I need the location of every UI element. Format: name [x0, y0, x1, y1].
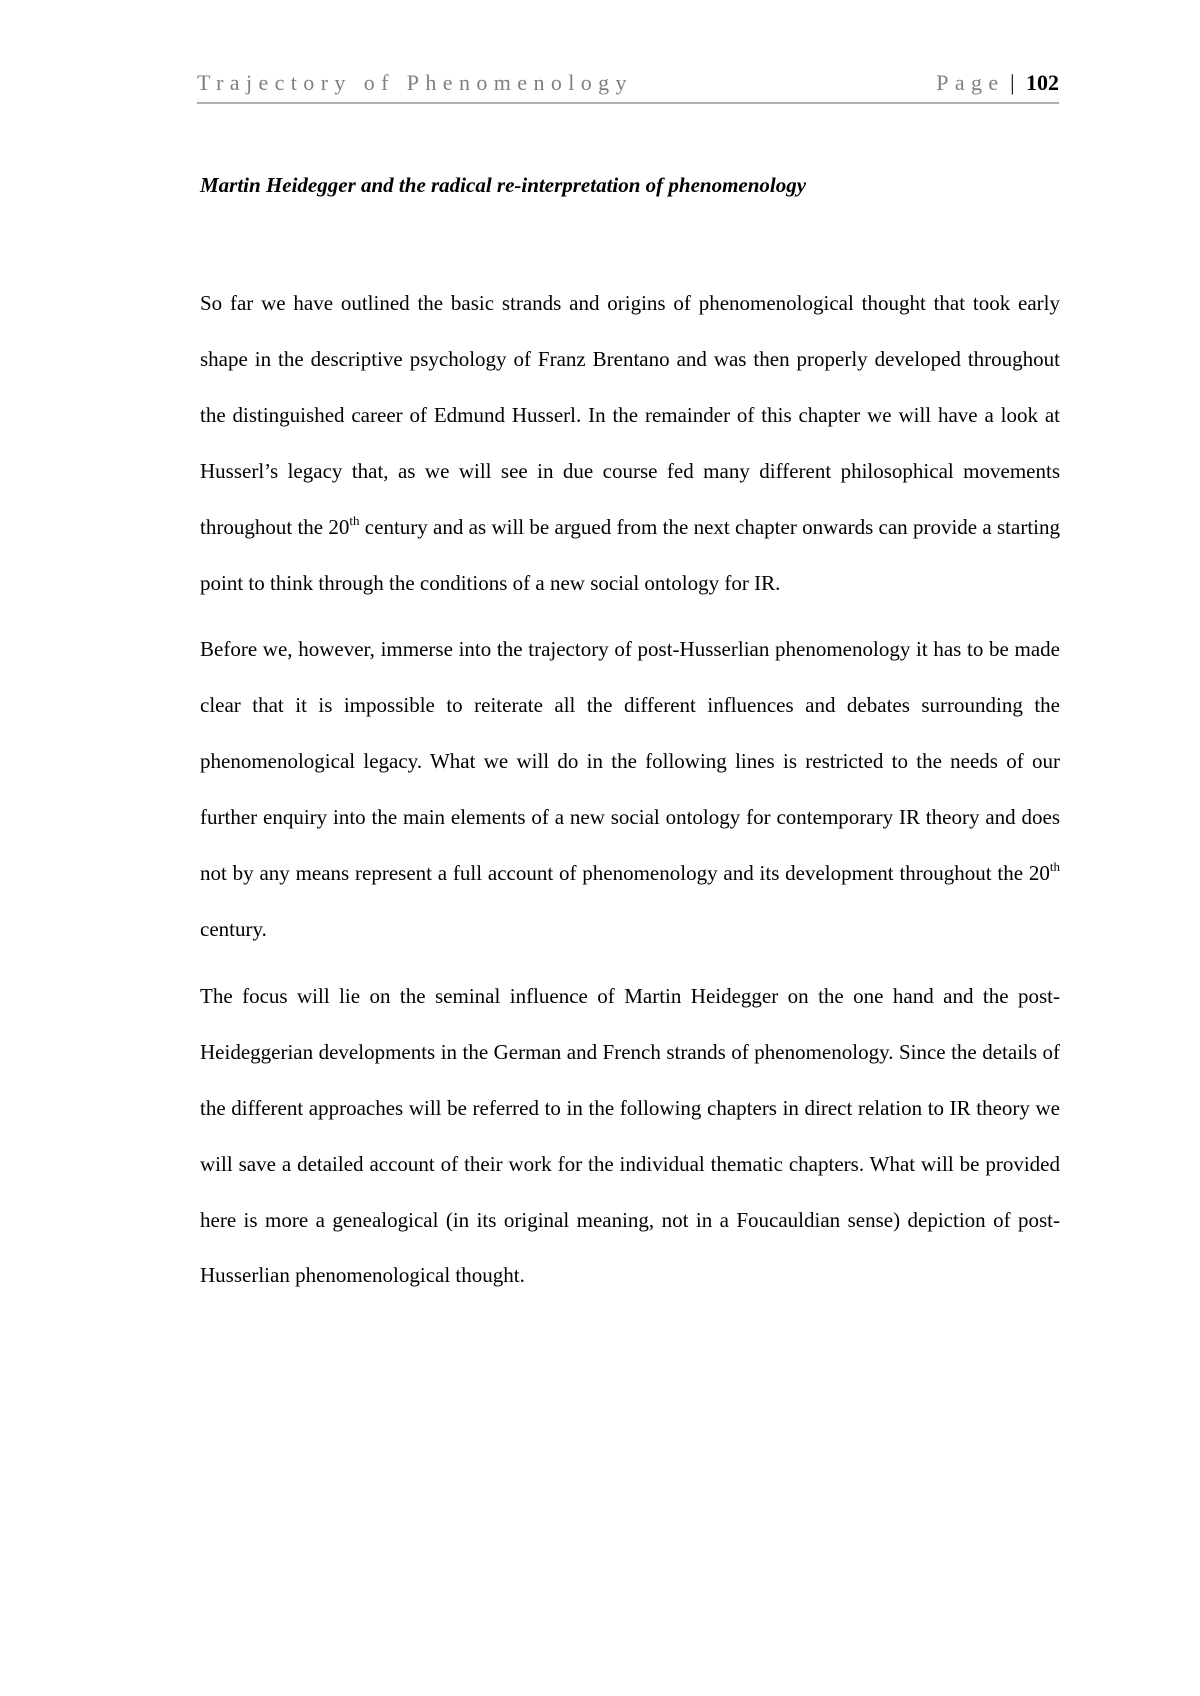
paragraph	[200, 276, 1060, 611]
running-header	[197, 70, 1059, 104]
paragraph-text: The focus will lie on the seminal influence of Martin Heidegger on the one hand and the post-Heideggerian developments in the German and French strands of phenomenology. Since the details of the different approaches will be referred to in the following chapters in direct relation to IR theory we will save a detailed account of their work for the individual thematic chapters. What will be provided here is more a genealogical (in its original meaning, not in a Foucauldian sense) depiction of post-Husserlian phenomenological thought.	[200, 983, 1060, 1288]
paragraph-text: So far we have outlined the basic strands and origins of phenomenological thought that took early shape in the descriptive psychology of Franz Brentano and was then properly developed throughout the distinguished career of Edmund Husserl. In the remainder of this chapter we will have a look at Husserl’s legacy that, as we will see in due course fed many different philosophical movements throughout the 20	[200, 291, 1060, 539]
page-label: Page	[936, 70, 1005, 95]
page-indicator	[936, 70, 1059, 96]
paragraph	[200, 969, 1060, 1304]
paragraph	[200, 622, 1060, 957]
running-title: Trajectory of Phenomenology	[197, 70, 633, 95]
page-separator: |	[1010, 70, 1015, 95]
paragraph-text-continued: century.	[200, 916, 267, 941]
paragraph-text-continued: century and as will be argued from the next chapter onwards can provide a starting point to think through the conditions of a new social ontology for IR.	[200, 514, 1060, 595]
section-heading: Martin Heidegger and the radical re-interpretation of phenomenology	[200, 173, 807, 197]
superscript: th	[349, 512, 360, 528]
body-text	[200, 276, 1060, 1315]
paragraph-text: Before we, however, immerse into the trajectory of post-Husserlian phenomenology it has to be made clear that it is impossible to reiterate all the different influences and debates surrounding the phenomenological legacy. What we will do in the following lines is restricted to the needs of our further enquiry into the main elements of a new social ontology for contemporary IR theory and does not by any means represent a full account of phenomenology and its development throughout the 20	[200, 637, 1060, 886]
page-number: 102	[1026, 70, 1059, 95]
superscript: th	[1049, 859, 1060, 875]
